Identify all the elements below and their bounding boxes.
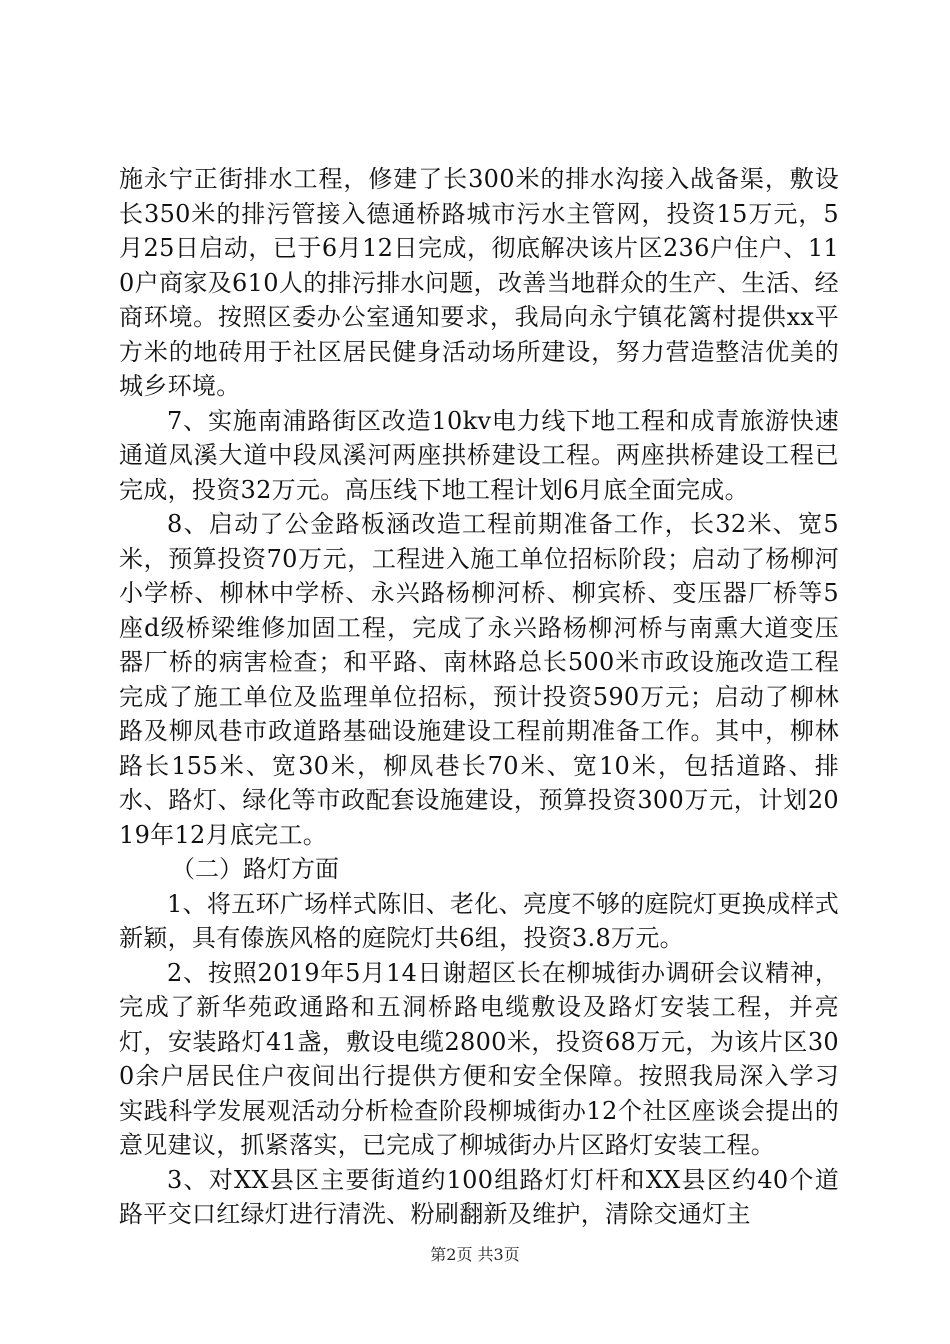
paragraph-lights-item-1: 1、将五环广场样式陈旧、老化、亮度不够的庭院灯更换成样式新颖，具有傣族风格的庭院灯共6组，投资3.8万元。	[119, 889, 839, 952]
document-body	[119, 162, 839, 1232]
page-number-footer: 第2页 共3页	[430, 1245, 520, 1264]
paragraph-item-7: 7、实施南浦路街区改造10kv电力线下地工程和成青旅游快速通道凤溪大道中段凤溪河两座拱桥建设工程。两座拱桥建设工程已完成，投资32万元。高压线下地工程计划6月底全面完成。	[119, 406, 839, 504]
paragraph-drainage-project: 施永宁正街排水工程，修建了长300米的排水沟接入战备渠，敷设长350米的排污管接入德通桥路城市污水主管网，投资15万元，5月25日启动，已于6月12日完成，彻底解决该片区236户住户、110户商家及610人的排污排水问题，改善当地群众的生产、生活、经商环境。按照区委办公室通知要求，我局向永宁镇花篱村提供xx平方米的地砖用于社区居民健身活动场所建设，努力营造整洁优美的城乡环境。	[119, 165, 839, 400]
paragraph-lights-item-2: 2、按照2019年5月14日谢超区长在柳城街办调研会议精神，完成了新华苑政通路和五洞桥路电缆敷设及路灯安装工程，并亮灯，安装路灯41盏，敷设电缆2800米，投资68万元，为该片区300余户居民住户夜间出行提供方便和安全保障。按照我局深入学习实践科学发展观活动分析检查阶段柳城街办12个社区座谈会提出的意见建议，抓紧落实，已完成了柳城街办片区路灯安装工程。	[119, 958, 839, 1159]
paragraph-lights-item-3: 3、对XX县区主要街道约100组路灯灯杆和XX县区约40个道路平交口红绿灯进行清洗、粉刷翻新及维护，清除交通灯主	[119, 1165, 839, 1228]
paragraph-item-8: 8、启动了公金路板涵改造工程前期准备工作，长32米、宽5米，预算投资70万元，工程进入施工单位招标阶段；启动了杨柳河小学桥、柳林中学桥、永兴路杨柳河桥、柳宾桥、变压器厂桥等5座d级桥梁维修加固工程，完成了永兴路杨柳河桥与南熏大道变压器厂桥的病害检查；和平路、南林路总长500米市政设施改造工程完成了施工单位及监理单位招标，预计投资590万元；启动了柳林路及柳凤巷市政道路基础设施建设工程前期准备工作。其中，柳林路长155米、宽30米，柳凤巷长70米、宽10米，包括道路、排水、路灯、绿化等市政配套设施建设，预算投资300万元，计划2019年12月底完工。	[119, 510, 839, 849]
section-heading-street-lights: （二）路灯方面	[171, 855, 339, 883]
